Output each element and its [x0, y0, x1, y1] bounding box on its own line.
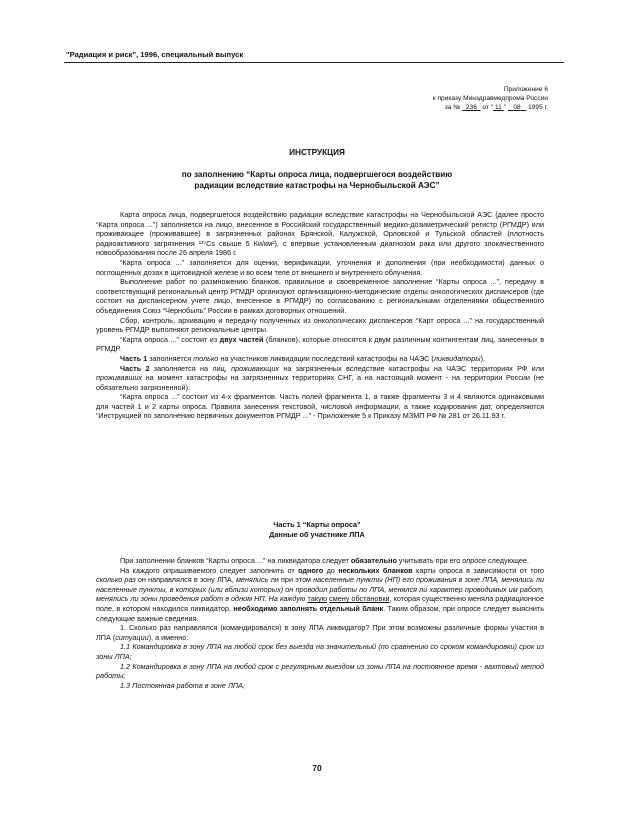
intro-text — [96, 210, 544, 421]
order-no-label: за № — [444, 104, 461, 112]
appendix-reference — [433, 85, 548, 113]
paragraph: Карта опроса лица, подвергшегося воздействию радиации вследствие катастрофы на Чернобыльской АЭС (далее просто “Карта опроса ...”) заполняется на лицо, внесенное в Российский государственный медико-дозиметрический регистр (РГМДР) или проживающее (проживавшее) в загрязненных районах Брянской, Калужской, Орловской и Тульской областей (плотность радиоактивного загрязнения ¹³⁷Cs свыше 5 Ки/км²), с впервые установленным диагнозом рака или другого злокачественного новообразования после 26 апреля 1986 г. — [96, 210, 544, 258]
paragraph: При заполнении бланков “Карты опроса ...” на ликвидатора следует обязательно учитывать при его опросе следующее. — [120, 556, 529, 565]
paragraph: На каждого опрашиваемого следует заполнить от одного до нескольких бланков карты опроса в зависимости от того сколько раз он направлялся в зону ЛПА, менялись ли при этом населенные пункты (НП) его проживания в зоне ЛПА, менялись ли населенные пункты, в которых (или вблизи которых) он проводил работы по ЛПА, менялся ли характер проводимых им работ, менялись ли зоны проведения работ в одном НП. На каждую такую смену обстановки, которая существенно меняла радиационное поле, в котором находился ликвидатор, необходимо заполнять отдельный бланк. Таким образом, при опросе следует выяснить следующие важные сведения. — [96, 565, 545, 623]
subtitle-line2: радиации вследствие катастрофы на Чернобыльской АЭС” — [194, 181, 440, 190]
paragraph: “Карта опроса ...” заполняется для оценки, верификации, уточнения и дополнения (при необходимости) данных о поглощенных дозах в щитовидной железе и во всем теле от внешнего и внутреннего облучения. — [96, 257, 544, 277]
document-title: ИНСТРУКЦИЯ — [289, 148, 345, 157]
paragraph: Часть 1 заполняется только на участников ликвидации последствий катастрофы на ЧАЭС (ликвидаторы). — [120, 353, 486, 363]
header-rule — [64, 62, 564, 63]
order-from-label: от " — [482, 104, 494, 112]
paragraph: Выполнение работ по размножению бланков, правильное и своевременное заполнение “Карты опроса ...”, передачу в соответствующий региональный центр РГМДР организуют организационно-методические отделы онкологических диспансеров (где состоит на диспансерном учете лицо, внесенное в РГМДР) по согласованию с региональными отделениями общественного объединения Союз “Чернобыль” России в рамках договорных отношений. — [96, 277, 544, 315]
order-no-value: 236 — [465, 104, 477, 112]
order-quote-close: " — [503, 104, 507, 112]
list-item: 1.2 Командировка в зону ЛПА на любой срок с регулярным выездом из зоны ЛПА на постоянное время - вахтовый метод работы; — [96, 661, 544, 681]
appendix-line2: к приказу Минздравмедпрома России — [432, 95, 548, 103]
section-heading-line1: Часть 1 “Карты опроса” — [273, 520, 361, 529]
appendix-line3 — [433, 103, 548, 112]
paragraph: Сбор, контроль, архивацию и передачу полученных из онкологических диспансеров “Карт опроса ...” на государственный уровень РГМДР выполняют региональные центры. — [96, 315, 544, 335]
section-heading — [0, 520, 634, 540]
part1-text — [96, 556, 544, 690]
subtitle-line1: по заполнению “Карты опроса лица, подвергшегося воздействию — [181, 170, 453, 179]
paragraph: 1. Сколько раз направлялся (командировался) в зону ЛПА ликвидатор? При этом возможны различные формы участия в ЛПА (ситуации), а именно: — [96, 623, 544, 642]
list-item: 1.1 Командировка в зону ЛПА на любой срок без выезда на значительный (по сравнению со сроком командировки) срок из зоны ЛПА; — [96, 642, 544, 661]
list-item: 1.3 Постоянная работа в зоне ЛПА; — [120, 680, 246, 690]
order-year: 1995 г. — [528, 104, 548, 112]
section-heading-line2: Данные об участнике ЛПА — [269, 530, 365, 539]
order-month: 08 — [513, 104, 521, 112]
running-head: "Радиация и риск", 1996, специальный выпуск — [66, 50, 244, 59]
paragraph: Часть 2 заполняется на лиц, проживающих на загрязненных вследствие катастрофы на ЧАЭС территориях РФ или проживавших на момент катастрофы на загрязненных территориях СНГ, а на настоящий момент - на территории России (не обязательно загрязненной). — [96, 363, 545, 392]
page-number: 70 — [312, 763, 322, 773]
document-subtitle — [120, 169, 514, 191]
paragraph: “Карта опроса ...” состоит из 4-х фрагментов. Часть полей фрагмента 1, а также фрагменты 3 и 4 являются одинаковыми для частей 1 и 2 карты опроса. Правила занесения текстовой, числовой информации, а также кодирования дат, определяются “Инструкцией по заполнению первичных документов РГМДР ...” - Приложение 5 к Приказу МЗМП РФ № 281 от 26.11.93 г. — [96, 392, 544, 421]
order-day: 11 — [494, 104, 502, 112]
appendix-line1: Приложение 6 — [503, 86, 548, 93]
paragraph: “Карта опроса ...” состоит из двух частей (бланков), которые относятся к двум различным контингентам лиц, занесенных в РГМДР. — [96, 334, 545, 354]
